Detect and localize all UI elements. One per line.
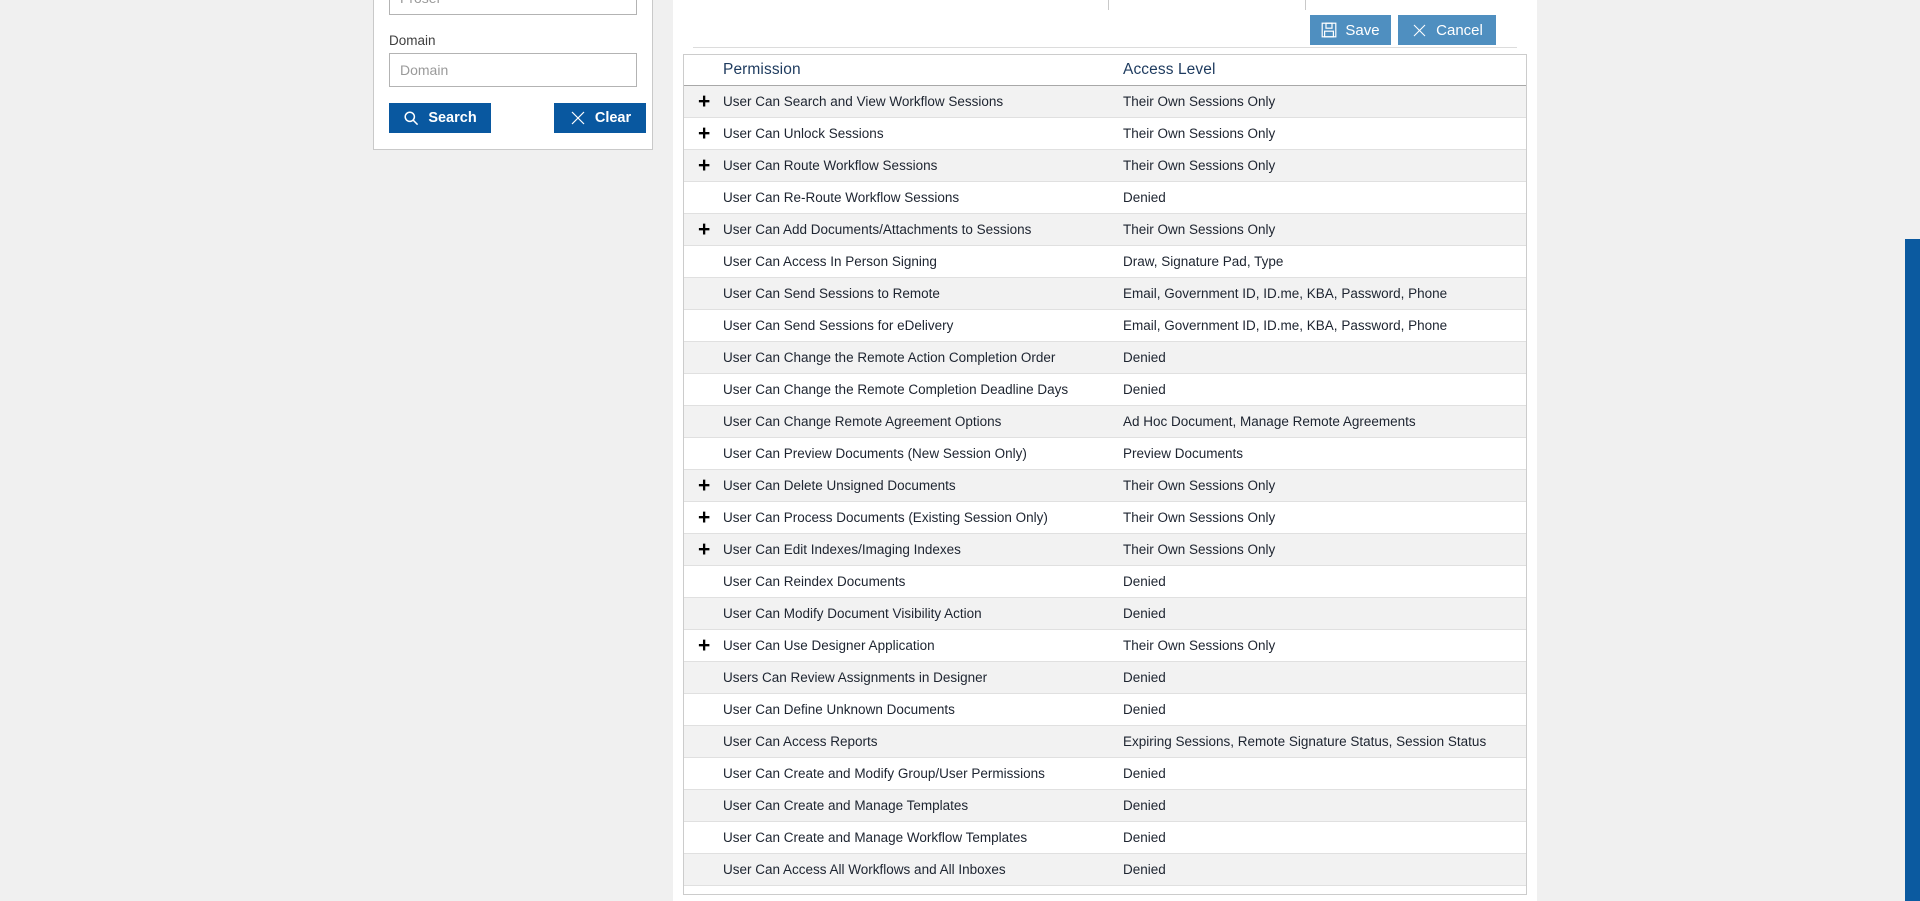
access-level-cell: Their Own Sessions Only (1123, 510, 1276, 525)
access-level-cell: Draw, Signature Pad, Type (1123, 254, 1284, 269)
permission-row[interactable] (684, 214, 1526, 246)
permission-row[interactable] (684, 374, 1526, 406)
permission-cell: User Can Route Workflow Sessions (723, 158, 938, 173)
access-level-cell: Denied (1123, 574, 1166, 589)
permission-cell: User Can Use Designer Application (723, 638, 935, 653)
access-level-cell: Their Own Sessions Only (1123, 94, 1276, 109)
permission-cell: User Can Add Documents/Attachments to Sessions (723, 222, 1032, 237)
permission-row[interactable] (684, 246, 1526, 278)
plus-expand-icon[interactable]: + (698, 537, 711, 561)
permission-cell: User Can Change the Remote Completion Deadline Days (723, 382, 1069, 397)
save-button[interactable] (1310, 15, 1391, 45)
top-filter-input[interactable] (389, 0, 637, 15)
permission-cell: User Can Create and Manage Templates (723, 798, 969, 813)
column-divider-remnant (1305, 0, 1306, 10)
plus-expand-icon[interactable]: + (698, 217, 711, 241)
domain-label: Domain (389, 33, 436, 48)
cancel-button-label: Cancel (1436, 21, 1483, 39)
permission-row[interactable] (684, 406, 1526, 438)
save-button-label: Save (1345, 21, 1380, 39)
permission-cell: User Can Send Sessions for eDelivery (723, 318, 954, 333)
permission-cell: User Can Change the Remote Action Completion Order (723, 350, 1056, 365)
access-level-cell: Their Own Sessions Only (1123, 222, 1276, 237)
permission-row[interactable] (684, 694, 1526, 726)
plus-expand-icon[interactable]: + (698, 89, 711, 113)
permission-row[interactable] (684, 502, 1526, 534)
access-level-cell: Expiring Sessions, Remote Signature Status, Session Status (1123, 734, 1487, 749)
search-filter-card (373, 0, 653, 150)
floppy-disk-icon (1321, 22, 1337, 38)
plus-expand-icon[interactable]: + (698, 121, 711, 145)
permission-row[interactable] (684, 150, 1526, 182)
magnifier-icon (403, 110, 420, 127)
permission-cell: User Can Modify Document Visibility Action (723, 606, 982, 621)
access-level-cell: Their Own Sessions Only (1123, 638, 1276, 653)
permission-column-header: Permission (723, 61, 801, 78)
permission-cell: User Can Access Reports (723, 734, 878, 749)
permission-row[interactable] (684, 118, 1526, 150)
access-level-cell: Denied (1123, 702, 1166, 717)
permission-cell: User Can Edit Indexes/Imaging Indexes (723, 542, 961, 557)
permission-cell: User Can Change Remote Agreement Options (723, 414, 1002, 429)
access-level-cell: Email, Government ID, ID.me, KBA, Password, Phone (1123, 286, 1448, 301)
permission-cell: User Can Access In Person Signing (723, 254, 937, 269)
permission-row[interactable] (684, 662, 1526, 694)
permission-cell: User Can Send Sessions to Remote (723, 286, 940, 301)
permission-row[interactable] (684, 790, 1526, 822)
x-icon (569, 109, 587, 127)
permission-row[interactable] (684, 470, 1526, 502)
access-level-cell: Their Own Sessions Only (1123, 478, 1276, 493)
permission-row[interactable] (684, 182, 1526, 214)
permission-row[interactable] (684, 598, 1526, 630)
access-level-column-header: Access Level (1123, 61, 1216, 78)
permission-cell: User Can Define Unknown Documents (723, 702, 955, 717)
clear-button-label: Clear (594, 110, 632, 126)
plus-expand-icon[interactable]: + (698, 153, 711, 177)
permissions-table-header (684, 55, 1526, 86)
permission-cell: User Can Search and View Workflow Sessions (723, 94, 1004, 109)
search-button-label: Search (428, 110, 477, 126)
access-level-cell: Denied (1123, 830, 1166, 845)
main-content-area (673, 0, 1537, 901)
permission-row[interactable] (684, 534, 1526, 566)
permission-cell: User Can Reindex Documents (723, 574, 906, 589)
permission-cell: User Can Delete Unsigned Documents (723, 478, 956, 493)
permission-row[interactable] (684, 630, 1526, 662)
domain-input[interactable] (389, 53, 637, 87)
access-level-cell: Denied (1123, 190, 1166, 205)
cancel-button[interactable] (1398, 15, 1496, 45)
plus-expand-icon[interactable]: + (698, 505, 711, 529)
access-level-cell: Their Own Sessions Only (1123, 158, 1276, 173)
permission-cell: User Can Unlock Sessions (723, 126, 884, 141)
permission-cell: Users Can Review Assignments in Designer (723, 670, 988, 685)
access-level-cell: Denied (1123, 670, 1166, 685)
access-level-cell: Email, Government ID, ID.me, KBA, Password, Phone (1123, 318, 1448, 333)
permission-row[interactable] (684, 726, 1526, 758)
permission-cell: User Can Create and Modify Group/User Permissions (723, 766, 1045, 781)
access-level-cell: Denied (1123, 766, 1166, 781)
access-level-cell: Ad Hoc Document, Manage Remote Agreements (1123, 414, 1416, 429)
permission-row[interactable] (684, 310, 1526, 342)
access-level-cell: Denied (1123, 798, 1166, 813)
permission-row[interactable] (684, 854, 1526, 886)
column-divider-remnant (1108, 0, 1109, 10)
plus-expand-icon[interactable]: + (698, 633, 711, 657)
permission-row[interactable] (684, 566, 1526, 598)
access-level-cell: Denied (1123, 862, 1166, 877)
access-level-cell: Their Own Sessions Only (1123, 126, 1276, 141)
permission-row[interactable] (684, 822, 1526, 854)
clear-button[interactable] (554, 103, 646, 133)
toolbar-divider (693, 47, 1517, 48)
permission-row[interactable] (684, 438, 1526, 470)
x-icon (1411, 22, 1428, 39)
access-level-cell: Denied (1123, 606, 1166, 621)
access-level-cell: Their Own Sessions Only (1123, 542, 1276, 557)
permissions-table-body (684, 86, 1526, 886)
permission-cell: User Can Preview Documents (New Session Only) (723, 446, 1027, 461)
access-level-cell: Preview Documents (1123, 446, 1244, 461)
permission-cell: User Can Create and Manage Workflow Templates (723, 830, 1028, 845)
permission-cell: User Can Process Documents (Existing Session Only) (723, 510, 1048, 525)
permission-row[interactable] (684, 86, 1526, 118)
permissions-table-card (683, 54, 1527, 895)
access-level-cell: Denied (1123, 350, 1166, 365)
permission-row[interactable] (684, 342, 1526, 374)
search-button[interactable] (389, 103, 491, 133)
permission-row[interactable] (684, 278, 1526, 310)
right-edge-scrollbar[interactable] (1905, 239, 1920, 901)
plus-expand-icon[interactable]: + (698, 473, 711, 497)
access-level-cell: Denied (1123, 382, 1166, 397)
permission-cell: User Can Access All Workflows and All Inboxes (723, 862, 1006, 877)
permission-cell: User Can Re-Route Workflow Sessions (723, 190, 960, 205)
permission-row[interactable] (684, 758, 1526, 790)
